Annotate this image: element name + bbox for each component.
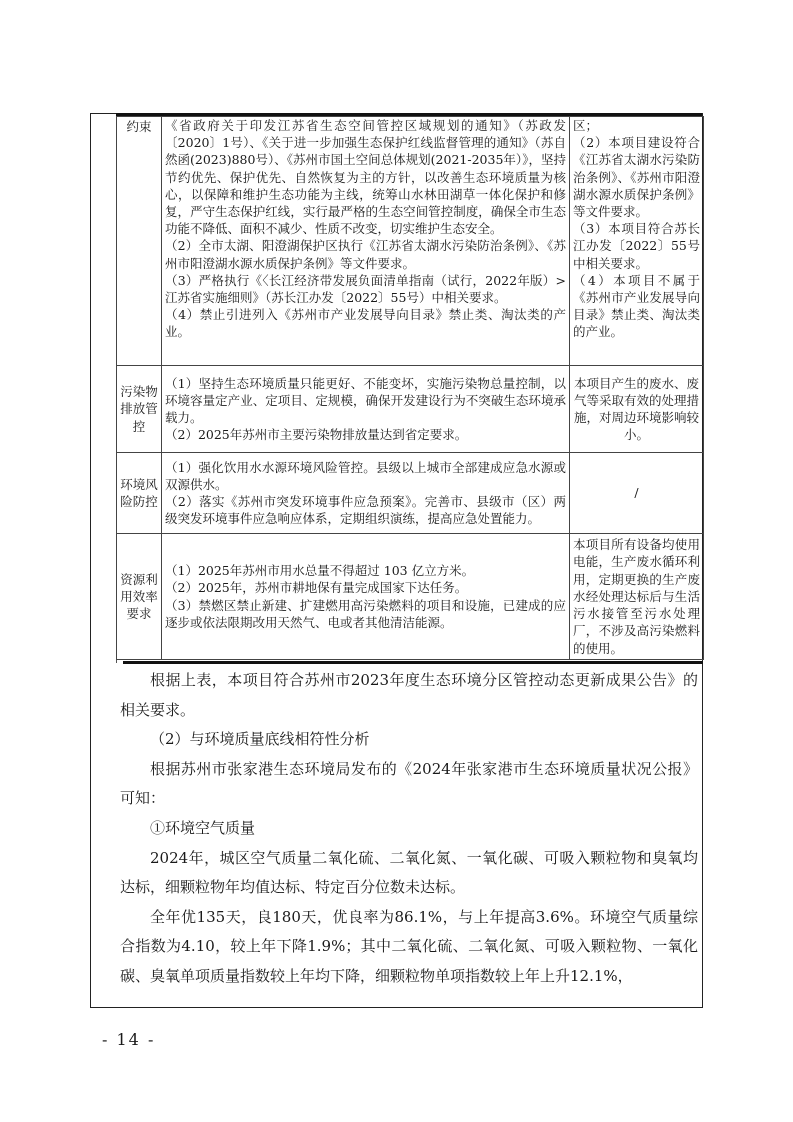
- requirement-item: （2）2025年，苏州市耕地保有量完成国家下达任务。: [165, 580, 468, 596]
- paragraph-conclusion: 根据上表，本项目符合苏州市2023年度生态环境分区管控动态更新成果公告》的相关要求。: [120, 671, 698, 719]
- row-label: [117, 366, 162, 453]
- row-label-text: 环境风险防控: [120, 476, 158, 509]
- table-bottom-rule: [123, 661, 703, 664]
- result-cell: [570, 366, 704, 453]
- row-label: [117, 453, 162, 534]
- requirement-cell: [162, 453, 570, 534]
- requirement-item: （3）严格执行《〈长江经济带发展负面清单指南（试行，2022年版）>江苏省实施细则》（苏长江办发〔2022〕55号）中相关要求。: [165, 272, 566, 306]
- subsection-heading: ①环境空气质量: [150, 818, 256, 837]
- requirement-item: （2）落实《苏州市突发环境事件应急预案》。完善市、县级市（区）两级突发环境事件应急响应体系，定期组织演练，提高应急处置能力。: [165, 494, 566, 527]
- result-item: /: [634, 485, 639, 501]
- table-row: [117, 117, 704, 366]
- requirement-item: （2）2025年苏州市主要污染物排放量达到省定要求。: [165, 427, 468, 443]
- result-item: （3）本项目符合苏长江办发〔2022〕55号中相关要求。: [573, 221, 700, 271]
- paragraph-air-stats: 全年优135天，良180天，优良率为86.1%，与上年提高3.6%。环境空气质量综合指数为4.10，较上年下降1.9%；其中二氧化硫、二氧化氮、可吸入颗粒物、一氧化碳、臭氧单项质量指数较上年均下降，细颗粒物单项指数较上年上升12.1%，: [120, 907, 698, 985]
- result-item: （4）本项目不属于《苏州市产业发展导向目录》禁止类、淘汰类的产业。: [573, 272, 700, 340]
- paragraph-source: 根据苏州市张家港生态环境局发布的《2024年张家港市生态环境质量状况公报》可知：: [120, 759, 698, 808]
- requirement-cell: [162, 117, 570, 366]
- row-label-text: 污染物排放管控: [120, 384, 158, 434]
- result-cell: [570, 534, 704, 660]
- result-cell: [570, 117, 704, 366]
- requirement-item: （3）禁燃区禁止新建、扩建燃用高污染燃料的项目和设施，已建成的应逐步或依法限期改用天然气、电或者其他清洁能源。: [165, 597, 566, 630]
- row-label: [117, 534, 162, 660]
- row-label: [117, 117, 162, 366]
- result-item: （2）本项目建设符合《江苏省太湖水污染防治条例》、《苏州市阳澄湖水源水质保护条例》等文件要求。: [573, 135, 700, 220]
- compliance-table: [116, 116, 704, 660]
- requirement-item: （2）全市太湖、阳澄湖保护区执行《江苏省太湖水污染防治条例》、《苏州市阳澄湖水源水质保护条例》等文件要求。: [165, 238, 566, 271]
- row-label-text: 约束: [126, 119, 152, 134]
- result-item: 本项目所有设备均使用电能，生产废水循环利用，定期更换的生产废水经处理达标后与生活污水接管至污水处理厂，不涉及高污染燃料的使用。: [573, 537, 700, 656]
- section-heading: （2）与环境质量底线相符性分析: [150, 730, 370, 749]
- requirement-item: （4）禁止引进列入《苏州市产业发展导向目录》禁止类、淘汰类的产业。: [165, 307, 566, 340]
- requirement-item: 《省政府关于印发江苏省生态空间管控区域规划的通知》（苏政发〔2020〕1号）、《关于进一步加强生态保护红线监督管理的通知》（苏自然函(2023)880号）、《苏州市国土空间总体规划(2021-2035年）》，坚持节约优先、保护优先、自然恢复为主的方针，以改善生态环境质量为核心，以保障和维护生态功能为主线，统筹山水林田湖草一体化保护和修复，严守生态保护红线，实行最严格的生态空间管控制度，确保全市生态功能不降低、面积不减少、性质不改变，切实维护生态安全。: [165, 118, 566, 237]
- requirement-item: （1）2025年苏州市用水总量不得超过 103 亿立方米。: [165, 563, 475, 579]
- table-row: [117, 453, 704, 534]
- row-label-text: 资源利用效率要求: [120, 571, 158, 622]
- requirement-cell: [162, 534, 570, 660]
- requirement-cell: [162, 366, 570, 453]
- paragraph-air-quality: 2024年，城区空气质量二氧化硫、二氧化氮、一氧化碳、可吸入颗粒物和臭氧均达标，细颗粒物年均值达标、特定百分位数未达标。: [120, 848, 698, 897]
- table-row: [117, 534, 704, 660]
- requirement-item: （1）强化饮用水水源环境风险管控。县级以上城市全部建成应急水源或双源供水。: [165, 459, 566, 492]
- result-item: 本项目产生的废水、废气等采取有效的处理措施，对周边环境影响较小。: [573, 375, 699, 443]
- requirement-item: （1）坚持生态环境质量只能更好、不能变坏，实施污染物总量控制，以环境容量定产业、定项目、定规模，确保开发建设行为不突破生态环境承载力。: [165, 375, 566, 425]
- result-item: 区；: [573, 118, 599, 133]
- table-row: [117, 366, 704, 453]
- result-cell: [570, 453, 704, 534]
- page-number: - 14 -: [102, 1030, 156, 1049]
- body-text: [120, 666, 698, 992]
